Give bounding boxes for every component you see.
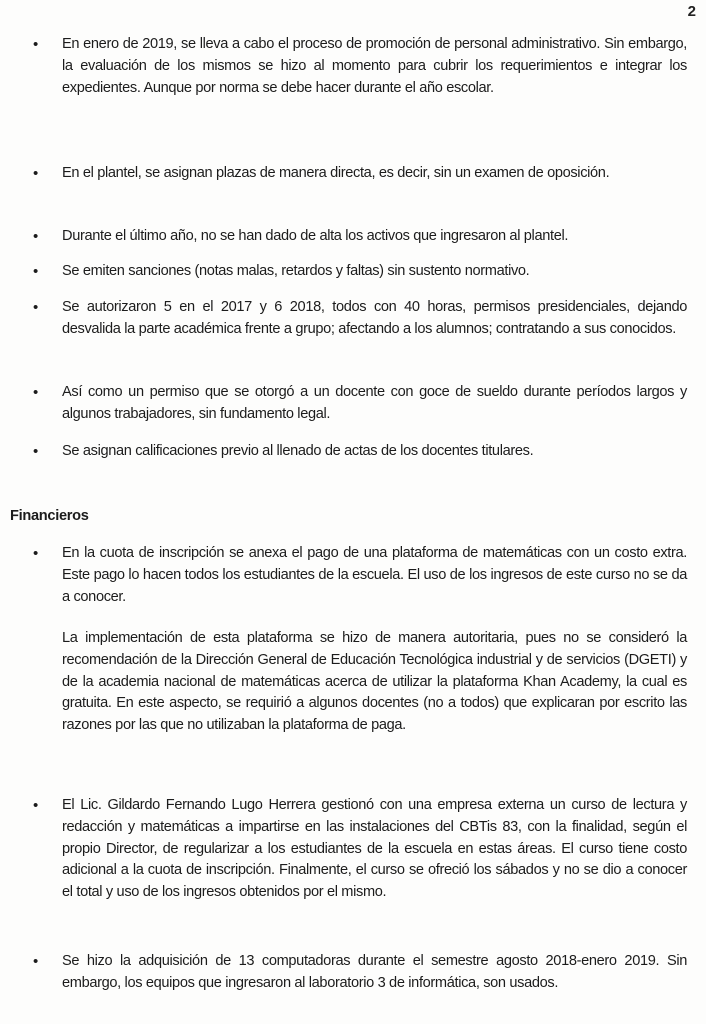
list-item-text: Durante el último año, no se han dado de alta los activos que ingresaron al plantel. (62, 228, 569, 244)
bullet-icon: • (33, 263, 39, 280)
bullet-icon: • (33, 228, 39, 245)
list-item-text: En el plantel, se asignan plazas de manera directa, es decir, sin un examen de oposición. (62, 165, 610, 181)
bullet-icon: • (33, 36, 39, 53)
bullet-icon: • (33, 545, 39, 562)
bullet-icon: • (33, 384, 39, 401)
list-item-text: En la cuota de inscripción se anexa el pago de una plataforma de matemáticas con un costo extra. Este pago lo hacen todos los estudiantes de la escuela. El uso de los ingresos de este curso no se da a conocer. (62, 545, 687, 605)
paragraph-text: La implementación de esta plataforma se hizo de manera autoritaria, pues no se consideró la recomendación de la Dirección General de Educación Tecnológica industrial y de servicios (DGETI) y de la academia nacional de matemáticas acerca de utilizar la plataforma Khan Academy, la cual es gratuita. En este aspecto, se requirió a algunos docentes (no a todos) que explicaran por escrito las razones por las que no utilizaban la plataforma de paga. (62, 630, 687, 734)
bullet-icon: • (33, 299, 39, 316)
bullet-icon: • (33, 797, 39, 814)
list-item-text: El Lic. Gildardo Fernando Lugo Herrera gestionó con una empresa externa un curso de lectura y redacción y matemáticas a impartirse en las instalaciones del CBTis 83, con la finalidad, según el propio Director, de regularizar a los estudiantes de la escuela en estas áreas. El curso tiene costo adicional a la cuota de inscripción. Finalmente, el curso se ofreció los sábados y no se dio a conocer el total y uso de los ingresos obtenidos por el mismo. (62, 797, 687, 901)
list-item-text: Se autorizaron 5 en el 2017 y 6 2018, todos con 40 horas, permisos presidenciales, dejando desvalida la parte académica frente a grupo; afectando a los alumnos; contratando a sus conocidos. (62, 299, 687, 337)
list-item-text: Se asignan calificaciones previo al llenado de actas de los docentes titulares. (62, 443, 534, 459)
list-item-text: Se emiten sanciones (notas malas, retardos y faltas) sin sustento normativo. (62, 263, 530, 279)
list-item-text: En enero de 2019, se lleva a cabo el proceso de promoción de personal administrativo. Sin embargo, la evaluación de los mismos se hizo al momento para cubrir los requerimientos e integrar los expedientes. Aunque por norma se debe hacer durante el año escolar. (62, 36, 687, 96)
bullet-icon: • (33, 165, 39, 182)
bullet-icon: • (33, 953, 39, 970)
bullet-icon: • (33, 443, 39, 460)
section-heading-financieros: Financieros (10, 508, 89, 524)
list-item-text: Así como un permiso que se otorgó a un docente con goce de sueldo durante períodos largos y algunos trabajadores, sin fundamento legal. (62, 384, 687, 422)
list-item-text: Se hizo la adquisición de 13 computadoras durante el semestre agosto 2018-enero 2019. Sin embargo, los equipos que ingresaron al laboratorio 3 de informática, son usados. (62, 953, 687, 991)
page-number: 2 (687, 3, 696, 20)
